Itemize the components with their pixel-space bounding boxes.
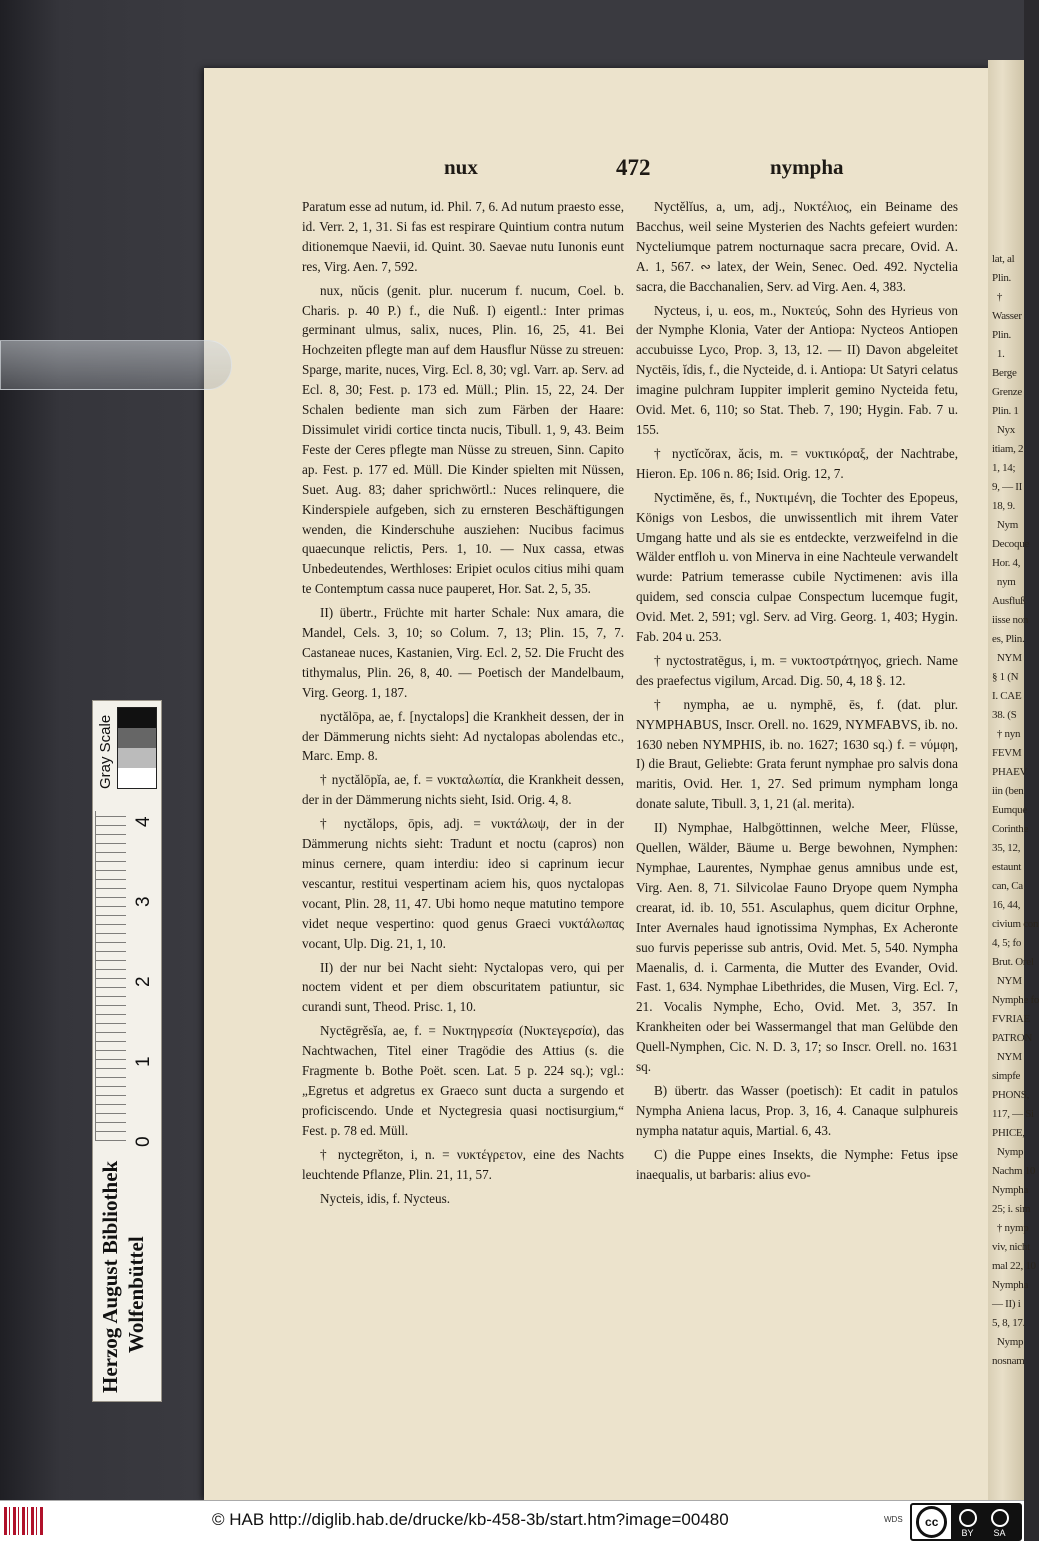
sa-label: SA: [993, 1528, 1006, 1538]
entry-paragraph: † nyctostratēgus, i, m. = νυκτοστράτηγος, griech. Name des praefectus vigilum, Arcad. Dig. 50, 4, 18 §. 12.: [636, 652, 958, 688]
entry-paragraph: II) Nymphae, Halbgöttinnen, welche Meer, Flüsse, Quellen, Wälder, Bäume u. Berge bewohnen, Nymphen: Nymphae, Laurentes, Nymphae genus amnibus unde est, Virg. Aen. 8, 71. Silvicolae Fauno Dryope quem Nympha crearat, id. ib. 10, 551. Asculaphus, quem dicitur Orphne, Inter Avernales haud ignotissima Nymphas, Ex Acheronte suo furvis peperisse sub antris, Ovid. Met. 5, 540. Nympha Maenalis, d. i. Carmenta, die Mutter des Evander, Ovid. Fast. 1, 634. Nymphae Libethrides, die Musen, Virg. Ecl. 7, 21. Vocalis Nymphe, Echo, Ovid. Met. 3, 357. In Krankheiten oder bei Wassermangel that man Gelübde den Quell-Nymphen, Cic. N. D. 3, 17; so Inscr. Orell. no. 1631 sq.: [636, 820, 958, 1075]
scale-number: 0: [133, 1136, 154, 1147]
cc-icon: cc: [916, 1506, 947, 1538]
entry-paragraph: † nyctălops, ōpis, adj. = νυκτάλωψ, der in der Dämmerung nichts sieht: Tradunt et noctu (capros) non minus cernere, quam interdiu: ideo si caprinum iecur vescantur, restitui vespertinam aciem his, quos nyctalopas vocant, Plin. 28, 11, 47. Ubi homo neque matutino tempore videt neque vespertino: quod genus Graeci νυκτάλωπας vocant, Ulp. Dig. 21, 1, 10.: [302, 816, 624, 951]
entry-paragraph: Nycteis, idis, f. Nycteus.: [320, 1190, 451, 1206]
header-right-word: nympha: [770, 155, 844, 179]
entry-paragraph: nux, nŭcis (genit. plur. nucerum f. nucum, Coel. b. Charis. p. 40 P.) f., die Nuß. I) eigentl.: Inter primas germinant ulmus, salix, nuces, Plin. 16, 25, 41. Bei Hochzeiten pflegte man auf dem Hausflur Nüsse zu streuen: Sparge, marite, nuces, Virg. Ecl. 8, 30; vgl. Varr. ap. Serv. ad Ecl. 8, 30; Fest. p. 173 ed. Müll.; Plin. 15, 22, 24. Der Schalen bediente man sich zum Färben der Haare: Dissimulet viridi cortice tincta nucis, Tibull. 1, 9, 43. Beim Feste der Ceres pflegte man Nüsse zu streuen, Sinn. Capito ap. Fest. p. 177 ed. Müll. Die Kinder spielten mit Nüssen, Suet. Aug. 83; daher sprichwörtl.: Nuces relinquere, die Kinderspiele aufgeben, sich zu ernsteren Beschäftigungen wenden, die Kinderschuhe ausziehen: Nucibus facimus quaecunque relictis, Pers. 1, 10. — Nux cassa, etwas Unbedeutendes, Werthloses: Eripiet oculos citius mihi quam te Contemptum cassa nuce pauperet, Hor. Sat. 2, 5, 35.: [302, 282, 624, 597]
entry-paragraph: † nyctĭcŏrax, ăcis, m. = νυκτικόραξ, der Nachtrabe, Hieron. Ep. 106 n. 86; Isid. Orig. 12, 7.: [636, 445, 958, 481]
entry-paragraph: † nyctegrĕton, i, n. = νυκτέγρετον, eine des Nachts leuchtende Pflanze, Plin. 21, 11, 57.: [302, 1146, 624, 1182]
entry-paragraph: Nyctĕlĭus, a, um, adj., Νυκτέλιος, ein Beiname des Bacchus, weil seine Mysterien des Nachts gefeiert wurden: Nycteliumque patrem nocturnaque sacra precare, Ovid. A. A. 1, 567. ∾ latex, der Wein, Senec. Oed. 492. Nyctelia sacra, die Bacchanalien, Serv. ad Virg. Aen. 4, 383.: [636, 199, 958, 294]
cc-by-sa-panel: [951, 1505, 1020, 1539]
sa-share-icon: [991, 1509, 1009, 1527]
left-column: [302, 197, 624, 1212]
copyright-link[interactable]: © HAB http://diglib.hab.de/drucke/kb-458-3b/start.htm?image=00480: [212, 1510, 729, 1529]
entry-paragraph: Nyctimĕne, ēs, f., Νυκτιμένη, die Tochter des Epopeus, Königs von Lesbos, die unwissentlich mit ihrem Vater Umgang hatte und als sie es entdeckte, verzweifelnd in die Wälder entfloh u. von Minerva in eine Nachteule verwandelt wurde: Patrium temerasse cubile Nyctimenen: avis illa quidem, sed conscia culpae Conspectum lucemque fugit, Ovid. Met. 2, 591; vgl. Serv. ad Virg. Georg. 1, 403; Hygin. Fab. 204 u. 253.: [636, 489, 958, 645]
cc-license-badge[interactable]: [910, 1503, 1022, 1541]
ruler-scale: [133, 787, 157, 1147]
entry-paragraph: B) übertr. das Wasser (poetisch): Et cadit in patulos Nympha Aniena lacus, Prop. 3, 16, 4. Canaque sulphureis nympha natatur aquis, Martial. 6, 43.: [636, 1082, 958, 1138]
by-label: BY: [961, 1528, 974, 1538]
ruler-ticks: [95, 811, 126, 1141]
gray-scale-swatches: [117, 707, 157, 789]
by-person-icon: [959, 1509, 977, 1527]
page-clip: [0, 340, 232, 390]
page-header: [204, 155, 904, 195]
wds-label: WDS: [884, 1515, 903, 1524]
entry-paragraph: † nympha, ae u. nymphē, ēs, f. (dat. plur. NYMPHABUS, Inscr. Orell. no. 1629, NYMFABVS, ib. no. 1630 neben NYMPHIS, ib. no. 1627; 1630 sq.) f. = νύμφη, I) die Braut, Geliebte: Grata ferunt nymphae pro salvis dona maritis, Ovid. Her. 1, 27. Sed primum nympham longa donate salute, Tibull. 3, 1, 21 (al. merita).: [636, 696, 958, 812]
color-ruler: [92, 700, 162, 1402]
entry-paragraph: C) die Puppe eines Insekts, die Nymphe: Fetus ipse inaequalis, ut barbaris: alius evo-: [636, 1146, 958, 1182]
entry-paragraph: Nyctēgrĕsĭa, ae, f. = Νυκτηγρεσία (Νυκτεγερσία), das Nachtwachen, Titel einer Tragödie des Attius (s. die Fragmente b. Bothe Poët. scen. Lat. 5 p. 224 sq.); vgl.: „Egretus et adgretus ex Graeco sunt ducta a surgendo et proficiscendo. Unde et Nyctegresia quasi noctisurgium,“ Fest. p. 78 ed. Müll.: [302, 1023, 624, 1138]
right-column: [636, 197, 958, 1189]
edge-text: lat, al Plin. † Wasser Plin. 1. Berge Grenze Plin. 1 Nyx itiam, 2 1, 14; 9, — II 18, 9. Nym Decoque Hor. 4, nym Ausfluß iisse non es, Plin. NYM § 1 (N I. CAE 38. (S † nyn FEVM PHAEV iin (ben Eumque Corinthe 35, 12, estaunt can, Ca 16, 44, civium con 4, 5; fo Brut. Orel NYM Nymphe fo FVRIAE PATRON NYM simpfe PHONS, 117, — Si PHICE, Nymp Nachm 10 Nympha 25; i. sim † nymp viv, nicht mal 22, 10 Nympha — II) i 5, 8, 17. Nymp nosnam: [992, 253, 1039, 1367]
scale-number: 1: [133, 1056, 154, 1067]
footer-bar: [0, 1500, 1024, 1541]
library-line-2: Wolfenbüttel: [124, 1236, 148, 1353]
library-line-1: Herzog August Bibliothek: [98, 1160, 122, 1393]
scale-number: 2: [133, 976, 154, 987]
page-number: 472: [616, 155, 651, 180]
library-name: [97, 1161, 149, 1393]
entry-paragraph: † nyctălōpĭa, ae, f. = νυκταλωπία, die Krankheit dessen, der in der Dämmerung nichts sieht, Isid. Orig. 4, 8.: [302, 772, 624, 808]
entry-paragraph: II) übertr., Früchte mit harter Schale: Nux amara, die Mandel, Cels. 3, 10; so Colum. 7, 13; Plin. 15, 7, 7. Castaneae nuces, Kastanien, Virg. Ecl. 2, 52. Die Frucht des tithymalus, Plin. 26, 8, 40. — Poetisch der Mandelbaum, Virg. Georg. 1, 187.: [302, 605, 624, 700]
scale-number: 3: [133, 896, 154, 907]
next-page-edge: [988, 60, 1039, 1500]
entry-paragraph: Paratum esse ad nutum, id. Phil. 7, 6. Ad nutum praesto esse, id. Verr. 2, 1, 31. Si fas est respirare Quintium contra nutum ditionemque Naevii, id. Quint. 30. Saevae nutu Iunonis eunt res, Virg. Aen. 7, 592.: [302, 199, 624, 274]
gray-scale-label: Gray Scale: [97, 714, 114, 789]
entry-paragraph: II) der nur bei Nacht sieht: Nyctalopas vero, qui per noctem vident et per diem obscuritatem patiuntur, sic curandi sunt, Theod. Prisc. 1, 10.: [302, 959, 624, 1015]
scale-number: 4: [133, 816, 154, 827]
entry-paragraph: Nycteus, i, u. eos, m., Νυκτεύς, Sohn des Hyrieus von der Nymphe Klonia, Vater der Antiopa: Nycteos Antiopen accubuisse Lyco, Prop. 3, 13, 12. — II) Davon abgeleitet Nyctēis, ĭdis, f., die Nycteide, d. i. Antiopa: Ut Satyri celatus imagine pulchram Iuppiter implerit gemino Nycteida fetu, Ovid. Met. 6, 110; so Stat. Theb. 7, 190; Hygin. Fab. 7 u. 155.: [636, 302, 958, 437]
header-left-word: nux: [444, 155, 478, 179]
entry-paragraph: nyctălōpa, ae, f. [nyctalops] die Krankheit dessen, der in der Dämmerung nichts sieht: Ad nyctalopas abolendas etc., Marc. Emp. 8.: [302, 708, 624, 764]
hab-logo-icon: [4, 1507, 44, 1535]
